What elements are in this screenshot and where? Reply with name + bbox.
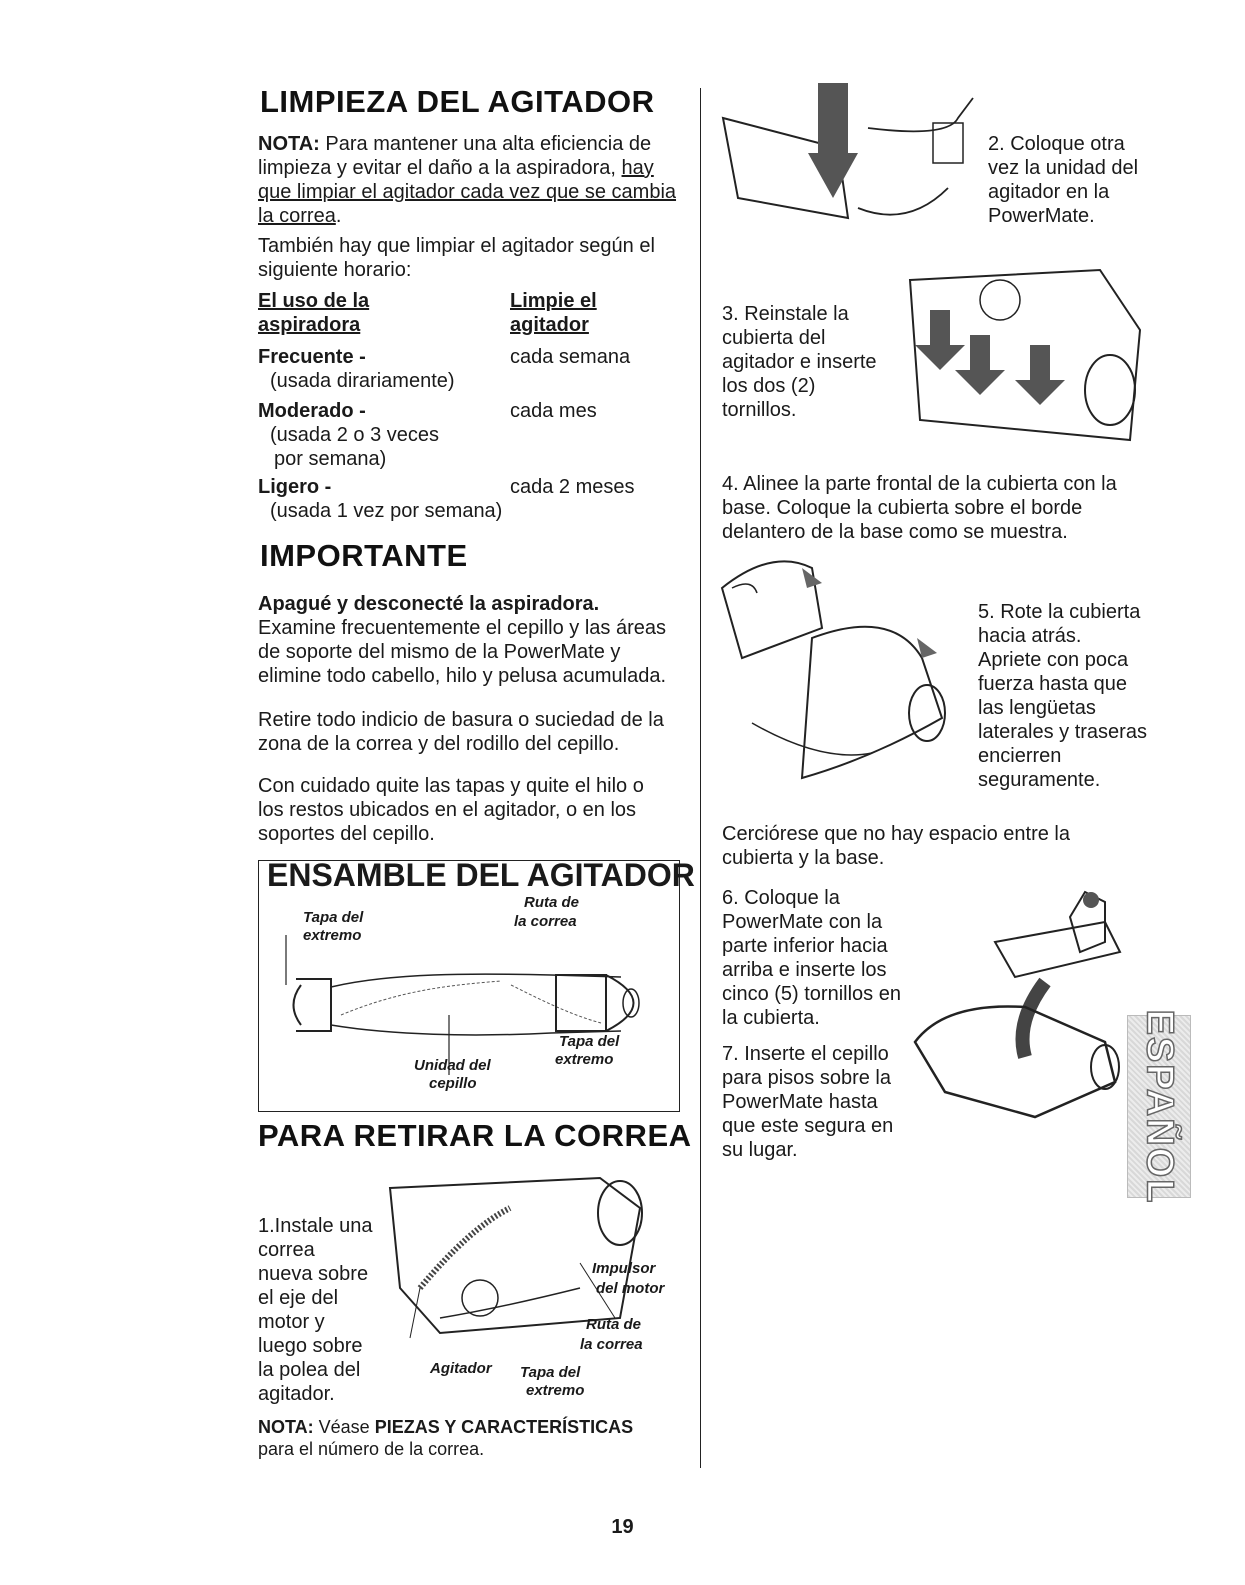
- row-ligero-label: Ligero -: [258, 476, 332, 498]
- espanol-tab-label: ESPAÑOL: [1138, 1009, 1181, 1204]
- nota-underlined: hay que limpiar el agitador cada vez que se cambia la correa: [258, 157, 677, 227]
- nota2-text: Véase: [313, 1417, 375, 1437]
- step5-paragraph: 5. Rote la cubierta hacia atrás. Apriete con poca fuerza hasta que las lengüetas laterales y traseras encierren seguramente.: [978, 601, 1147, 791]
- step1-paragraph: 1.Instale una correa nueva sobre el eje del motor y luego sobre la polea del agitador.: [258, 1215, 373, 1405]
- row-moderado-sub2: por semana): [274, 448, 387, 470]
- row-ligero-sub: (usada 1 vez por semana): [270, 500, 503, 522]
- nota2-label: NOTA:: [258, 1417, 314, 1437]
- nota2-paragraph: [258, 1416, 678, 1460]
- step3-paragraph: 3. Reinstale la cubierta del agitador e inserte los dos (2) tornillos.: [722, 303, 877, 421]
- col2-header-2: agitador: [510, 314, 589, 336]
- ret-agitador: Agitador: [430, 1360, 492, 1377]
- ret-tapa-del: Tapa del: [520, 1364, 581, 1381]
- nota-label: NOTA:: [258, 133, 320, 155]
- importante-bold: Apagué y desconecté la aspiradora.: [258, 593, 600, 615]
- cuidado-paragraph: Con cuidado quite las tapas y quite el hilo o los restos ubicados en el agitador, o en los soportes del cepillo.: [258, 775, 644, 845]
- schedule-table: [258, 290, 678, 530]
- ens-tapa-del-2: Tapa del: [559, 1033, 620, 1050]
- step6-paragraph: 6. Coloque la PowerMate con la parte inferior hacia arriba e inserte los cinco (5) tornillos en la cubierta.: [722, 887, 901, 1029]
- nota-paragraph: [258, 132, 678, 228]
- retire-paragraph: Retire todo indicio de basura o suciedad de la zona de la correa y del rodillo del cepillo.: [258, 709, 664, 755]
- column-divider: [700, 88, 701, 1468]
- step4-paragraph: 4. Alinee la parte frontal de la cubierta con la base. Coloque la cubierta sobre el borde delantero de la base como se muestra.: [722, 473, 1117, 543]
- ens-ruta-de: Ruta de: [524, 894, 580, 911]
- col1-header-1: El uso de la: [258, 290, 370, 312]
- ret-del-motor: del motor: [596, 1280, 665, 1297]
- row-moderado-freq: cada mes: [510, 400, 597, 422]
- col2-header-1: Limpie el: [510, 290, 597, 312]
- title-limpieza: LIMPIEZA DEL AGITADOR: [260, 84, 655, 119]
- powermate-illustration: [905, 882, 1135, 1132]
- row-frecuente-sub: (usada dirariamente): [270, 370, 455, 392]
- ens-unidad-del: Unidad del: [414, 1057, 491, 1074]
- ens-extremo-1: extremo: [303, 927, 362, 944]
- title-retirar: PARA RETIRAR LA CORREA: [258, 1118, 692, 1153]
- step2-illustration: [718, 78, 983, 228]
- ensamble-box: [258, 857, 695, 1112]
- step5-illustration: [712, 548, 962, 788]
- step3-illustration: [900, 250, 1150, 450]
- ens-extremo-2: extremo: [555, 1051, 614, 1068]
- step7-paragraph: 7. Inserte el cepillo para pisos sobre la PowerMate hasta que este segura en su lugar.: [722, 1043, 894, 1161]
- row-moderado-label: Moderado -: [258, 400, 366, 422]
- step2-paragraph: 2. Coloque otra vez la unidad del agitador en la PowerMate.: [988, 133, 1139, 227]
- nota2-end: para el número de la correa.: [258, 1439, 485, 1459]
- col1-header-2: aspiradora: [258, 314, 361, 336]
- ens-cepillo: cepillo: [429, 1075, 477, 1092]
- tambien-paragraph: También hay que limpiar el agitador según el siguiente horario:: [258, 235, 655, 281]
- row-frecuente-freq: cada semana: [510, 346, 631, 368]
- ensamble-title: ENSAMBLE DEL AGITADOR: [267, 857, 695, 893]
- nota-text: Para mantener una alta eficiencia de limpieza y evitar el daño a la aspiradora,: [258, 133, 652, 179]
- page-number: 19: [611, 1516, 634, 1538]
- row-frecuente-label: Frecuente -: [258, 346, 366, 368]
- importante-text: Examine frecuentemente el cepillo y las áreas de soporte del mismo de la PowerMate y elimine todo cabello, hilo y pelusa acumulada.: [258, 617, 667, 687]
- cerciorese-paragraph: Cerciórese que no hay espacio entre la cubierta y la base.: [722, 823, 1070, 869]
- ens-tapa-del-1: Tapa del: [303, 909, 364, 926]
- row-ligero-freq: cada 2 meses: [510, 476, 635, 498]
- title-importante: IMPORTANTE: [260, 538, 468, 573]
- ret-impulsor: Impulsor: [592, 1260, 656, 1277]
- importante-paragraph: [258, 592, 678, 688]
- ret-ruta-de: Ruta de: [586, 1316, 642, 1333]
- row-moderado-sub1: (usada 2 o 3 veces: [270, 424, 439, 446]
- nota2-bold: PIEZAS Y CARACTERÍSTICAS: [374, 1417, 634, 1437]
- nota-end: .: [335, 205, 342, 227]
- ret-la-correa: la correa: [580, 1336, 643, 1353]
- ret-extremo: extremo: [526, 1382, 585, 1399]
- espanol-tab: [1127, 1009, 1191, 1204]
- ens-la-correa: la correa: [514, 913, 577, 930]
